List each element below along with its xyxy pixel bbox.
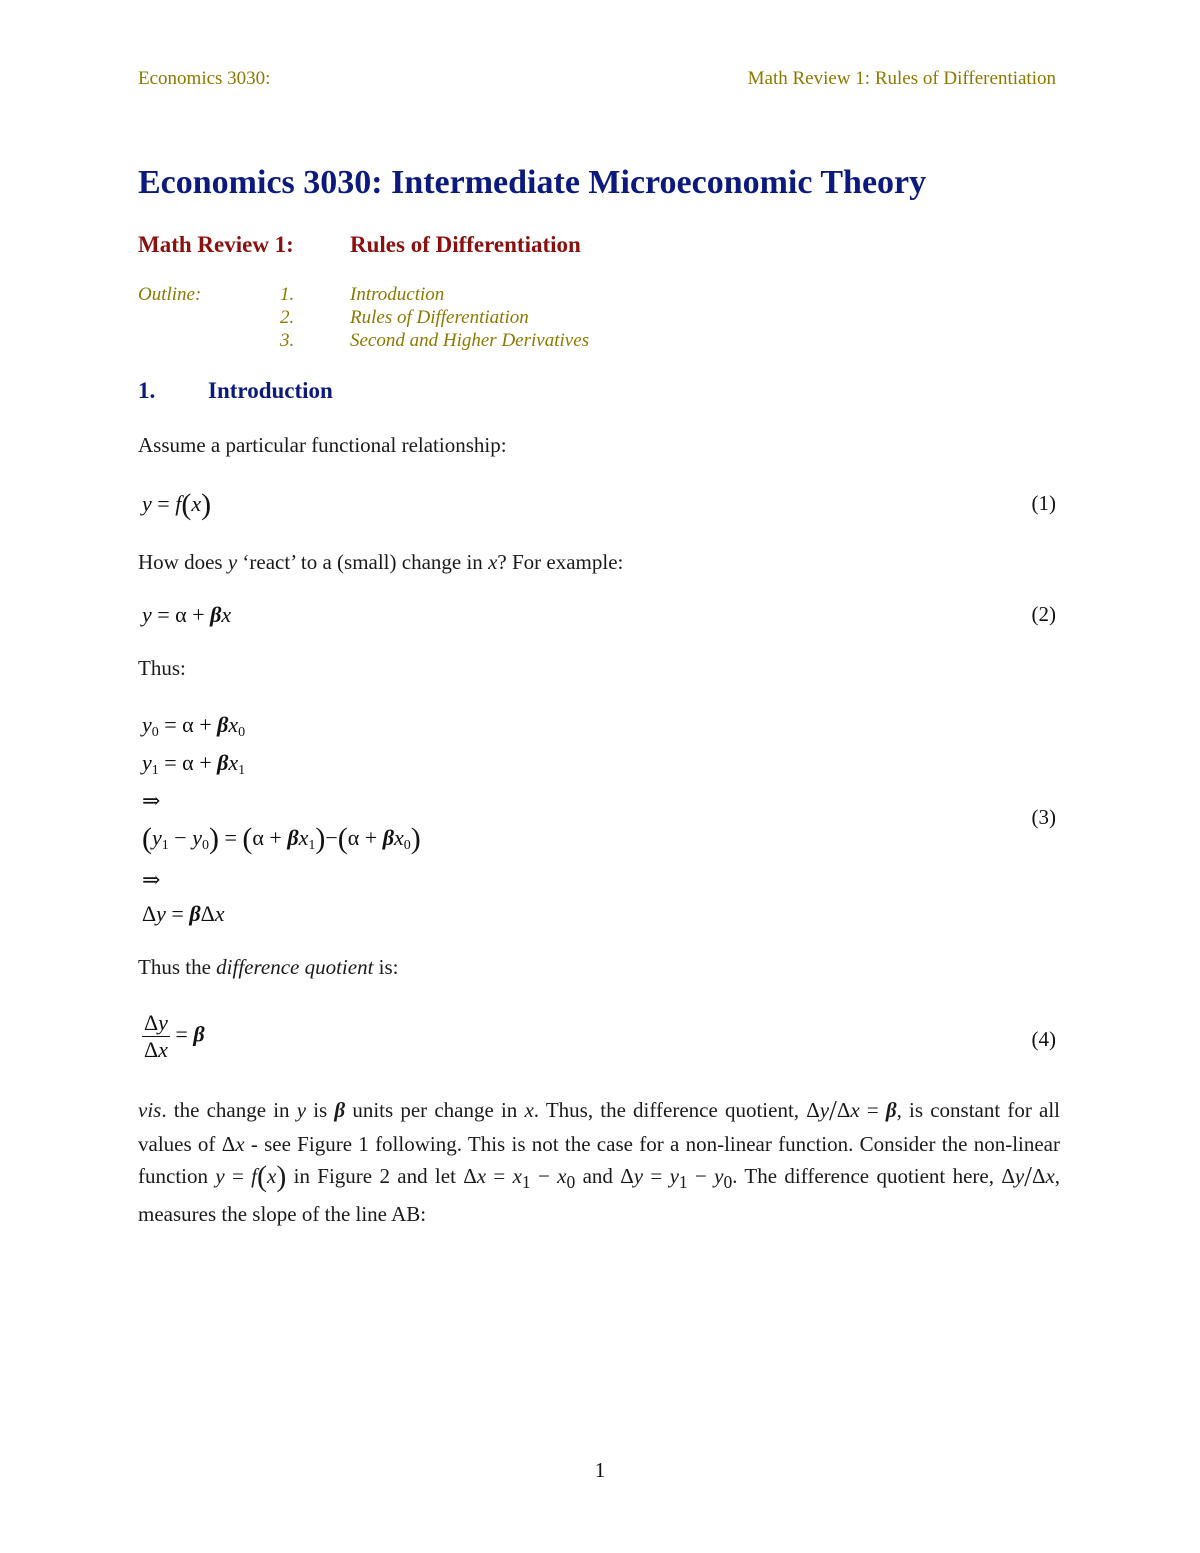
equation-4: $\frac{\Delta y}{\Delta x}$ = β xyxy=(144,1010,205,1062)
document-title: Economics 3030: Intermediate Microeconomic Theory xyxy=(138,164,927,201)
subtitle-text: Rules of Differentiation xyxy=(350,232,581,257)
subtitle-label: Math Review 1: xyxy=(138,232,294,257)
page-number: 1 xyxy=(594,1458,606,1482)
equation-2: y = α + βx xyxy=(142,602,232,627)
equation-number: (1) xyxy=(1031,491,1056,515)
equation-3-line-1: $y_0 = \alpha + \beta x_0$ xyxy=(142,712,246,740)
body-text-assume: Assume a particular functional relationship: xyxy=(138,433,507,457)
running-header-right: Math Review 1: Rules of Differentiation xyxy=(747,68,1056,89)
equation-1: y = f(x) xyxy=(142,488,212,521)
implies-icon: ⇒ xyxy=(142,867,161,892)
equation-number: (2) xyxy=(1031,602,1056,626)
equation-number: (3) xyxy=(1031,805,1056,829)
section-title: Introduction xyxy=(208,378,333,403)
outline-num: 3. xyxy=(280,330,295,351)
equation-3-line-4: Δy = βΔx xyxy=(142,901,225,926)
running-header-left: Economics 3030: xyxy=(138,68,271,89)
outline-num: 1. xyxy=(280,284,295,305)
outline-num: 2. xyxy=(280,307,295,328)
implies-icon: ⇒ xyxy=(142,788,161,813)
equation-3-line-3: $(y_1 - y_0) = (\alpha + \beta x_1)-(\alpha + \beta x_0)$ xyxy=(142,822,421,855)
body-text-quotient: Thus the difference quotient is: xyxy=(138,955,399,979)
outline-item: Rules of Differentiation xyxy=(350,307,529,328)
outline-label: Outline: xyxy=(138,284,202,305)
section-number: 1. xyxy=(138,378,156,403)
outline-item: Second and Higher Derivatives xyxy=(350,330,590,351)
equation-3-line-2: $y_1 = \alpha + \beta x_1$ xyxy=(142,750,246,778)
outline-item: Introduction xyxy=(350,284,445,305)
body-text-question: How does y ‘react’ to a (small) change in x? For example: xyxy=(138,550,624,574)
equation-number: (4) xyxy=(1031,1027,1056,1051)
body-text-thus: Thus: xyxy=(138,656,186,680)
body-paragraph: vis. the change in y is β units per change in x. Thus, the difference quotient, Δy/Δx = β, is constant for all values of Δx - see Figure 1 following. This is not the case for a non-linear function. Consider the non-linear function y = f(x) in Figure 2 and let $\Delta x = x_1 - x_0$ and $\Delta y = y_1 - y_0$. The difference quotient here, Δy/Δx, measures the slope of the line AB: xyxy=(138,1096,1061,1227)
